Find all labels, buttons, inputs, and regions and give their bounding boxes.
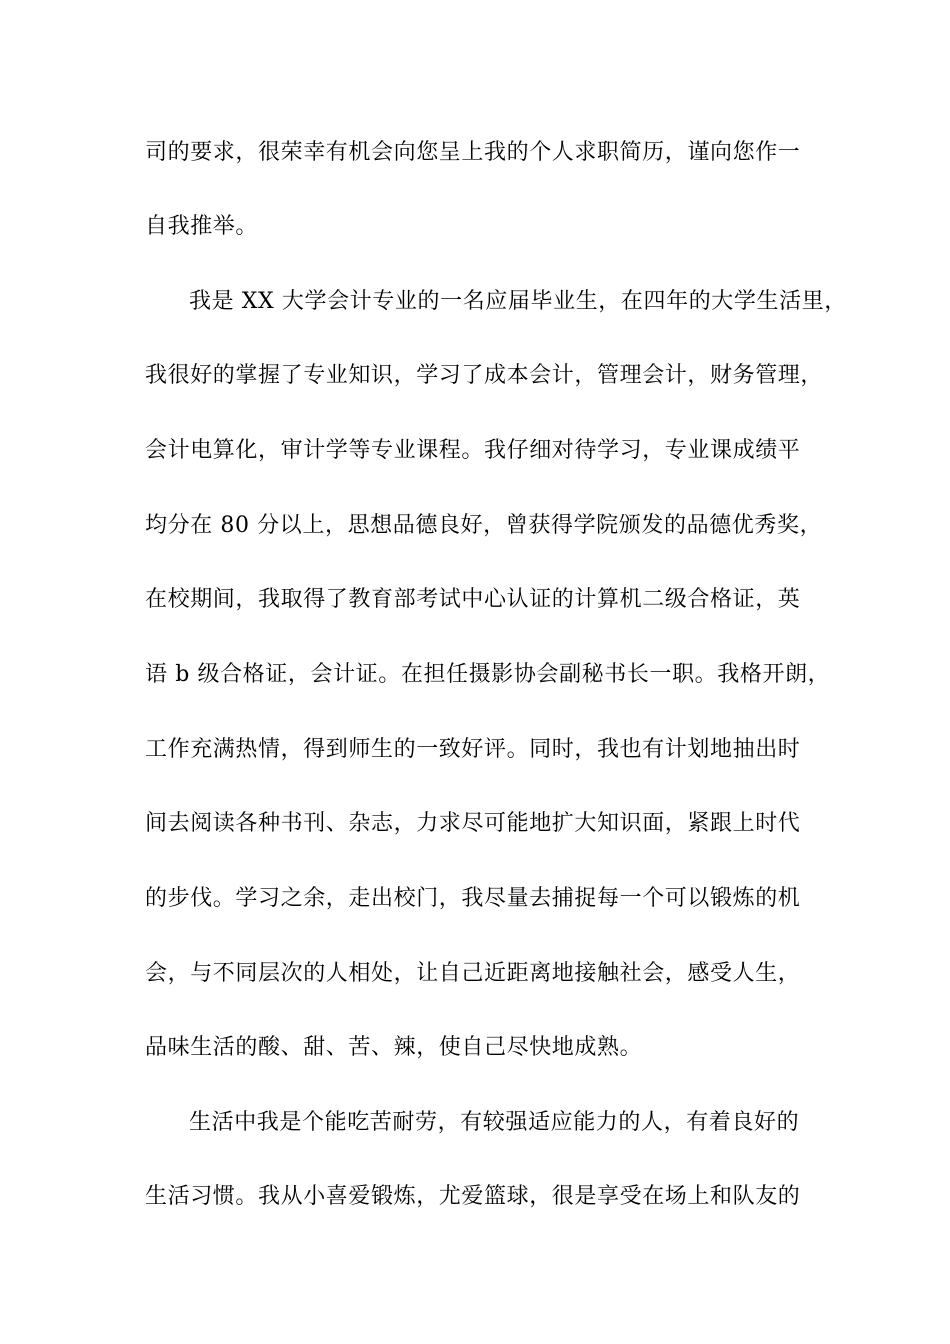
- text-line: 司的要求，很荣幸有机会向您呈上我的个人求职简历，谨向您作一: [145, 140, 801, 165]
- text-line: 工作充满热情，得到师生的一致好评。同时，我也有计划地抽出时: [145, 737, 801, 762]
- text-line: 品味生活的酸、甜、苦、辣，使自己尽快地成熟。: [145, 1035, 643, 1060]
- paragraph-start-line: 生活中我是个能吃苦耐劳，有较强适应能力的人，有着良好的: [189, 1110, 800, 1135]
- text-line: 语 b 级合格证，会计证。在担任摄影协会副秘书长一职。我格开朗，: [145, 662, 831, 687]
- text-line: 在校期间，我取得了教育部考试中心认证的计算机二级合格证，英: [145, 587, 801, 612]
- text-line: 自我推举。: [145, 214, 259, 239]
- text-line: 均分在 80 分以上，思想品德良好，曾获得学院颁发的品德优秀奖，: [145, 513, 823, 538]
- text-line: 的步伐。学习之余，走出校门，我尽量去捕捉每一个可以锻炼的机: [145, 886, 801, 911]
- text-line: 会计电算化，审计学等专业课程。我仔细对待学习，专业课成绩平: [145, 438, 801, 463]
- paragraph-start-line: 我是 XX 大学会计专业的一名应届毕业生，在四年的大学生活里，: [189, 289, 847, 314]
- text-line: 生活习惯。我从小喜爱锻炼，尤爱篮球，很是享受在场上和队友的: [145, 1184, 801, 1209]
- text-line: 会，与不同层次的人相处，让自己近距离地接触社会，感受人生，: [145, 961, 801, 986]
- text-line: 间去阅读各种书刊、杂志，力求尽可能地扩大知识面，紧跟上时代: [145, 811, 801, 836]
- text-line: 我很好的掌握了专业知识，学习了成本会计，管理会计，财务管理，: [145, 363, 824, 388]
